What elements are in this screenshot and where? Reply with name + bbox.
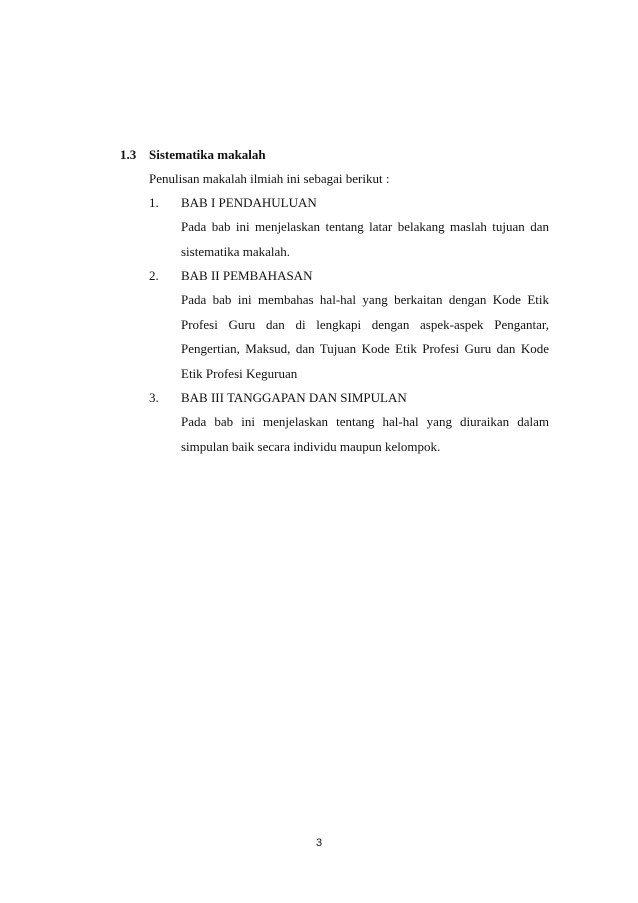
list-item (149, 264, 550, 386)
list-item-head (149, 386, 550, 410)
list-item-body: Pada bab ini menjelaskan tentang latar belakang maslah tujuan dan sistematika makalah. (181, 219, 549, 259)
list-item-number: 2. (149, 268, 159, 283)
section-intro: Penulisan makalah ilmiah ini sebagai berikut : (149, 171, 390, 186)
section-1-3 (120, 143, 550, 459)
list-item-title: BAB I PENDAHULUAN (181, 195, 317, 210)
section-heading (120, 143, 550, 167)
list-item-title: BAB III TANGGAPAN DAN SIMPULAN (181, 390, 407, 405)
list-item-head (149, 191, 550, 215)
list-item-number: 1. (149, 195, 159, 210)
list-item-number: 3. (149, 390, 159, 405)
list-item (149, 386, 550, 459)
list-item (149, 191, 550, 264)
section-title: Sistematika makalah (149, 147, 266, 162)
list-item-title: BAB II PEMBAHASAN (181, 268, 313, 283)
section-number: 1.3 (120, 147, 137, 162)
list-item-head (149, 264, 550, 288)
list-item-body: Pada bab ini menjelaskan tentang hal-hal yang diuraikan dalam simpulan baik secara individu maupun kelompok. (181, 414, 549, 454)
list-item-body: Pada bab ini membahas hal-hal yang berkaitan dengan Kode Etik Profesi Guru dan di lengkapi dengan aspek-aspek Pengantar, Pengertian, Maksud, dan Tujuan Kode Etik Profesi Guru dan Kode Etik Profesi Keguruan (181, 292, 549, 381)
page-number: 3 (315, 837, 323, 849)
